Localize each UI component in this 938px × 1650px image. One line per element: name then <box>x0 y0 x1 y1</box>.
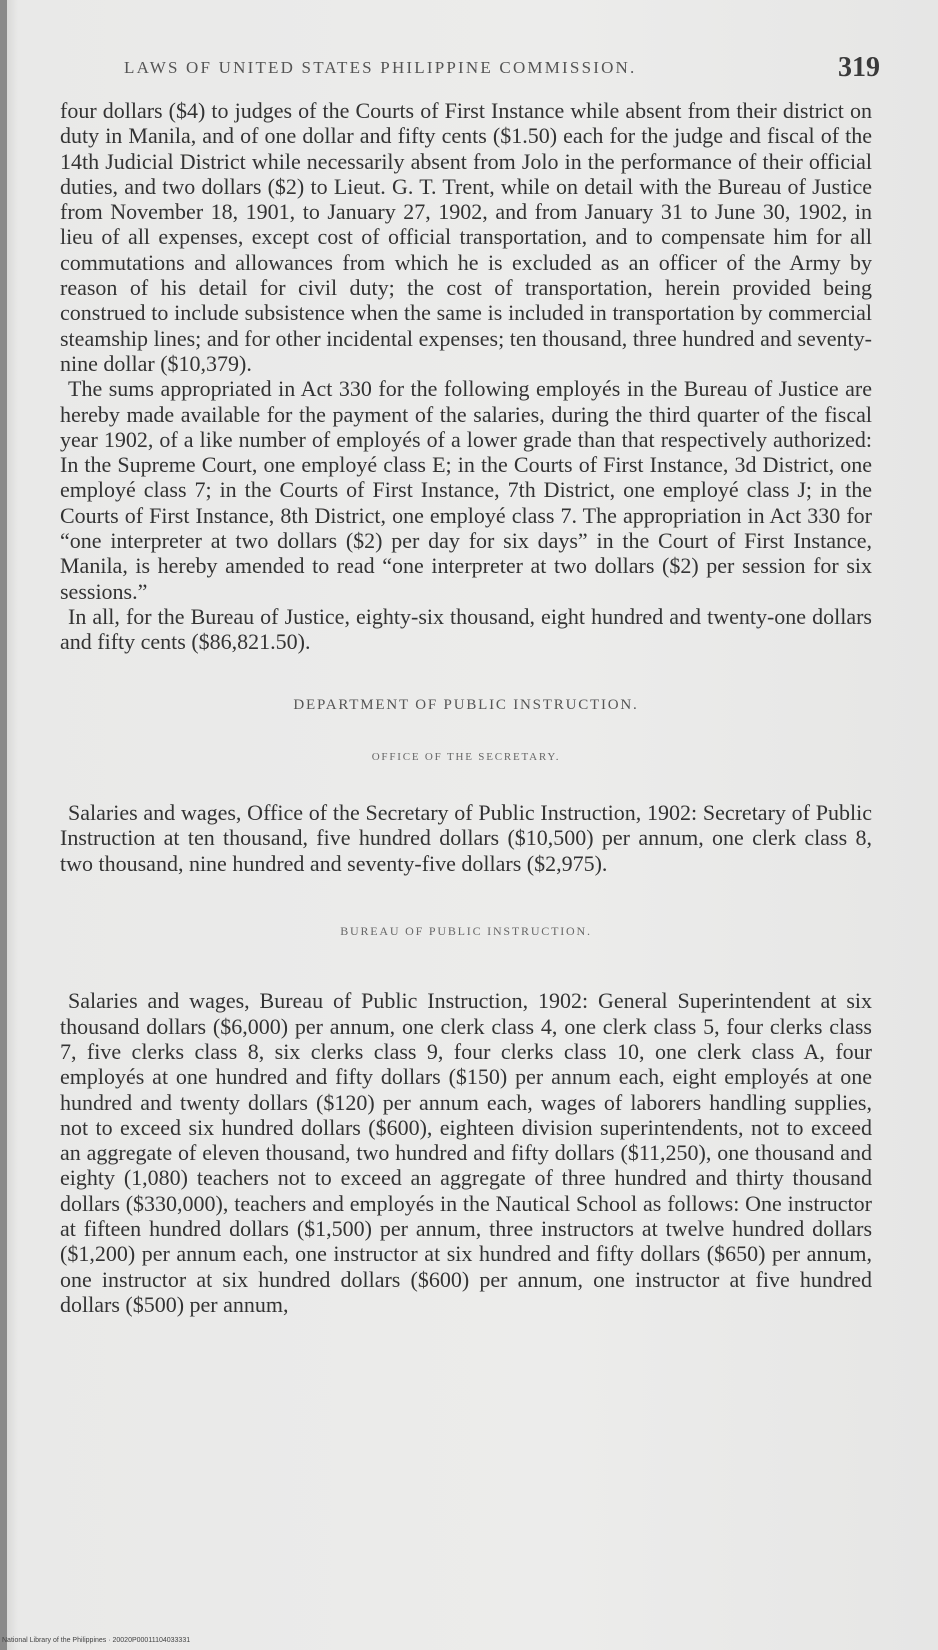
paragraph-justice-allowances: four dollars ($4) to judges of the Courts of First Instance while absent from their district on duty in Manila, and of one dollar and fifty cents ($1.50) each for the judge and fiscal of the 14th Judicial District while necessarily absent from Jolo in the performance of their official duties, and two dollars ($2) to Lieut. G. T. Trent, while on detail with the Bureau of Justice from November 18, 1901, to January 27, 1902, and from January 31 to June 30, 1902, in lieu of all expenses, except cost of official transportation, and to compensate him for all commutations and allowances from which he is excluded as an officer of the Army by reason of his detail for civil duty; the cost of transportation, herein provided being construed to include subsistence when the same is included in transportation by commercial steamship lines; and for other incidental expenses; ten thousand, three hundred and seventy-nine dollar ($10,379). <box>60 98 872 376</box>
page-header <box>120 52 880 88</box>
page-body <box>60 98 872 1317</box>
page-number: 319 <box>838 52 880 83</box>
paragraph-office-secretary: Salaries and wages, Office of the Secretary of Public Instruction, 1902: Secretary of Public Instruction at ten thousand, five hundred dollars ($10,500) per annum, one clerk class 8, two thousand, nine hundred and seventy-five dollars ($2,975). <box>60 800 872 876</box>
office-heading: OFFICE OF THE SECRETARY. <box>371 750 561 763</box>
paragraph-justice-total: In all, for the Bureau of Justice, eighty-six thousand, eight hundred and twenty-one dollars and fifty cents ($86,821.50). <box>60 603 872 655</box>
scan-footer: National Library of the Philippines · 20020P00011104033331 <box>2 1637 191 1644</box>
running-head: LAWS OF UNITED STATES PHILIPPINE COMMISSION. <box>124 58 637 77</box>
page-binding-edge <box>0 0 7 1650</box>
department-heading: DEPARTMENT OF PUBLIC INSTRUCTION. <box>293 696 639 713</box>
paragraph-justice-employes: The sums appropriated in Act 330 for the following employés in the Bureau of Justice are hereby made available for the payment of the salaries, during the third quarter of the fiscal year 1902, of a like number of employés of a lower grade than that respectively authorized: In the Supreme Court, one employé class E; in the Courts of First Instance, 3d District, one employé class 7; in the Courts of First Instance, 7th District, one employé class J; in the Courts of First Instance, 8th District, one employé class 7. The appropriation in Act 330 for “one interpreter at two dollars ($2) per day for six days” in the Court of First Instance, Manila, is hereby amended to read “one interpreter at two dollars ($2) per session for six sessions.” <box>60 376 872 604</box>
bureau-heading: BUREAU OF PUBLIC INSTRUCTION. <box>340 924 592 939</box>
paragraph-bureau-public-instruction: Salaries and wages, Bureau of Public Instruction, 1902: General Superintendent at six thousand dollars ($6,000) per annum, one clerk class 4, one clerk class 5, four clerks class 7, five clerks class 8, six clerks class 9, four clerks class 10, one clerk class A, four employés at one hundred and fifty dollars ($150) per annum each, eight employés at one hundred and twenty dollars ($120) per annum each, wages of laborers handling supplies, not to exceed six hundred dollars ($600), eighteen division superintendents, not to exceed an aggregate of eleven thousand, two hundred and fifty dollars ($11,250), one thousand and eighty (1,080) teachers not to exceed an aggregate of three hundred and thirty thousand dollars ($330,000), teachers and employés in the Nautical School as follows: One instructor at fifteen hundred dollars ($1,500) per annum, three instructors at twelve hundred dollars ($1,200) per annum each, one instructor at six hundred and fifty dollars ($650) per annum, one instructor at six hundred dollars ($600) per annum, one instructor at five hundred dollars ($500) per annum, <box>60 988 872 1317</box>
